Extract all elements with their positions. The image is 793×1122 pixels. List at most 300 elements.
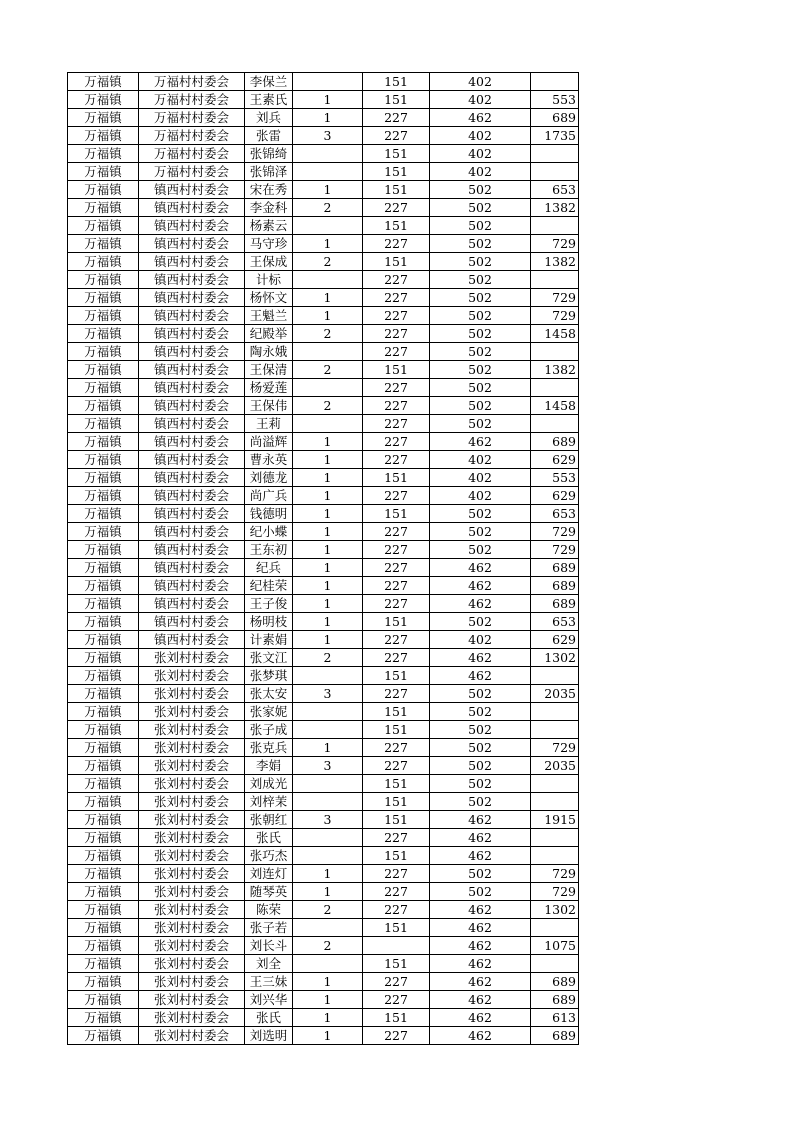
village-cell: 镇西村村委会	[139, 613, 245, 631]
name-cell: 张子成	[245, 721, 293, 739]
village-cell: 张刘村村委会	[139, 739, 245, 757]
value-b-cell: 462	[430, 955, 531, 973]
name-cell: 马守珍	[245, 235, 293, 253]
data-table	[67, 72, 579, 1045]
table-row	[68, 415, 579, 433]
town-cell: 万福镇	[68, 199, 139, 217]
town-cell: 万福镇	[68, 685, 139, 703]
count-cell	[293, 271, 363, 289]
value-b-cell: 462	[430, 1027, 531, 1045]
name-cell: 王魁兰	[245, 307, 293, 325]
value-a-cell: 227	[363, 829, 430, 847]
value-b-cell: 402	[430, 127, 531, 145]
value-a-cell: 227	[363, 595, 430, 613]
table-row	[68, 217, 579, 235]
name-cell: 刘成光	[245, 775, 293, 793]
value-a-cell: 227	[363, 559, 430, 577]
town-cell: 万福镇	[68, 883, 139, 901]
name-cell: 刘长斗	[245, 937, 293, 955]
count-cell: 1	[293, 469, 363, 487]
value-b-cell: 402	[430, 73, 531, 91]
count-cell	[293, 667, 363, 685]
town-cell: 万福镇	[68, 919, 139, 937]
value-a-cell: 227	[363, 271, 430, 289]
name-cell: 张巧杰	[245, 847, 293, 865]
count-cell: 2	[293, 937, 363, 955]
village-cell: 万福村村委会	[139, 127, 245, 145]
village-cell: 镇西村村委会	[139, 577, 245, 595]
count-cell	[293, 919, 363, 937]
total-cell	[531, 415, 579, 433]
value-a-cell: 151	[363, 847, 430, 865]
count-cell: 1	[293, 307, 363, 325]
village-cell: 张刘村村委会	[139, 865, 245, 883]
town-cell: 万福镇	[68, 253, 139, 271]
name-cell: 张氏	[245, 1009, 293, 1027]
value-b-cell: 462	[430, 973, 531, 991]
value-b-cell: 502	[430, 343, 531, 361]
value-a-cell: 227	[363, 523, 430, 541]
total-cell	[531, 793, 579, 811]
value-a-cell: 227	[363, 739, 430, 757]
village-cell: 镇西村村委会	[139, 559, 245, 577]
count-cell: 1	[293, 487, 363, 505]
table-row	[68, 793, 579, 811]
town-cell: 万福镇	[68, 127, 139, 145]
village-cell: 镇西村村委会	[139, 505, 245, 523]
village-cell: 镇西村村委会	[139, 343, 245, 361]
name-cell: 张梦琪	[245, 667, 293, 685]
table-row	[68, 361, 579, 379]
value-a-cell: 227	[363, 451, 430, 469]
village-cell: 镇西村村委会	[139, 235, 245, 253]
table-row	[68, 397, 579, 415]
village-cell: 张刘村村委会	[139, 793, 245, 811]
town-cell: 万福镇	[68, 523, 139, 541]
village-cell: 张刘村村委会	[139, 829, 245, 847]
table-row	[68, 343, 579, 361]
village-cell: 镇西村村委会	[139, 361, 245, 379]
value-b-cell: 502	[430, 775, 531, 793]
total-cell	[531, 217, 579, 235]
village-cell: 张刘村村委会	[139, 667, 245, 685]
town-cell: 万福镇	[68, 865, 139, 883]
name-cell: 刘兴华	[245, 991, 293, 1009]
total-cell: 729	[531, 523, 579, 541]
count-cell: 1	[293, 865, 363, 883]
town-cell: 万福镇	[68, 973, 139, 991]
town-cell: 万福镇	[68, 163, 139, 181]
name-cell: 宋在秀	[245, 181, 293, 199]
town-cell: 万福镇	[68, 739, 139, 757]
village-cell: 万福村村委会	[139, 73, 245, 91]
town-cell: 万福镇	[68, 793, 139, 811]
table-row	[68, 757, 579, 775]
village-cell: 镇西村村委会	[139, 469, 245, 487]
count-cell: 1	[293, 577, 363, 595]
town-cell: 万福镇	[68, 289, 139, 307]
table-row	[68, 379, 579, 397]
value-b-cell: 402	[430, 163, 531, 181]
village-cell: 张刘村村委会	[139, 649, 245, 667]
value-b-cell: 462	[430, 667, 531, 685]
value-a-cell: 151	[363, 73, 430, 91]
table-row	[68, 127, 579, 145]
table-row	[68, 937, 579, 955]
table-row	[68, 163, 579, 181]
name-cell: 张文江	[245, 649, 293, 667]
village-cell: 张刘村村委会	[139, 775, 245, 793]
value-a-cell: 227	[363, 631, 430, 649]
count-cell	[293, 775, 363, 793]
count-cell: 2	[293, 397, 363, 415]
value-a-cell: 151	[363, 613, 430, 631]
count-cell: 3	[293, 757, 363, 775]
village-cell: 镇西村村委会	[139, 181, 245, 199]
value-b-cell: 502	[430, 199, 531, 217]
village-cell: 万福村村委会	[139, 163, 245, 181]
value-a-cell: 227	[363, 865, 430, 883]
value-a-cell: 227	[363, 991, 430, 1009]
name-cell: 钱德明	[245, 505, 293, 523]
total-cell	[531, 775, 579, 793]
value-a-cell: 227	[363, 235, 430, 253]
count-cell: 2	[293, 199, 363, 217]
name-cell: 王保清	[245, 361, 293, 379]
value-b-cell: 502	[430, 397, 531, 415]
village-cell: 镇西村村委会	[139, 325, 245, 343]
count-cell: 1	[293, 739, 363, 757]
total-cell: 553	[531, 91, 579, 109]
total-cell: 689	[531, 559, 579, 577]
value-b-cell: 502	[430, 703, 531, 721]
total-cell: 613	[531, 1009, 579, 1027]
table-row	[68, 775, 579, 793]
value-a-cell: 227	[363, 289, 430, 307]
town-cell: 万福镇	[68, 937, 139, 955]
total-cell: 1302	[531, 901, 579, 919]
count-cell: 1	[293, 505, 363, 523]
village-cell: 张刘村村委会	[139, 919, 245, 937]
table-row	[68, 613, 579, 631]
total-cell	[531, 343, 579, 361]
table-row	[68, 199, 579, 217]
total-cell: 1458	[531, 397, 579, 415]
name-cell: 曹永英	[245, 451, 293, 469]
count-cell: 1	[293, 91, 363, 109]
table-row	[68, 181, 579, 199]
name-cell: 李保兰	[245, 73, 293, 91]
name-cell: 随琴英	[245, 883, 293, 901]
town-cell: 万福镇	[68, 451, 139, 469]
count-cell: 1	[293, 559, 363, 577]
total-cell: 629	[531, 487, 579, 505]
value-a-cell: 227	[363, 397, 430, 415]
total-cell: 729	[531, 235, 579, 253]
count-cell: 3	[293, 127, 363, 145]
village-cell: 镇西村村委会	[139, 451, 245, 469]
name-cell: 尚广兵	[245, 487, 293, 505]
name-cell: 刘选明	[245, 1027, 293, 1045]
town-cell: 万福镇	[68, 343, 139, 361]
name-cell: 计素娟	[245, 631, 293, 649]
value-a-cell: 151	[363, 811, 430, 829]
total-cell: 553	[531, 469, 579, 487]
value-b-cell: 502	[430, 235, 531, 253]
name-cell: 纪兵	[245, 559, 293, 577]
count-cell: 2	[293, 325, 363, 343]
town-cell: 万福镇	[68, 631, 139, 649]
name-cell: 张雷	[245, 127, 293, 145]
town-cell: 万福镇	[68, 991, 139, 1009]
table-row	[68, 487, 579, 505]
total-cell: 689	[531, 109, 579, 127]
town-cell: 万福镇	[68, 541, 139, 559]
name-cell: 计标	[245, 271, 293, 289]
village-cell: 张刘村村委会	[139, 685, 245, 703]
count-cell: 2	[293, 649, 363, 667]
value-a-cell: 227	[363, 199, 430, 217]
town-cell: 万福镇	[68, 775, 139, 793]
value-a-cell: 151	[363, 721, 430, 739]
count-cell: 1	[293, 595, 363, 613]
count-cell	[293, 343, 363, 361]
value-a-cell: 151	[363, 505, 430, 523]
value-a-cell: 151	[363, 181, 430, 199]
table-row	[68, 1027, 579, 1045]
total-cell: 729	[531, 865, 579, 883]
value-b-cell: 462	[430, 649, 531, 667]
town-cell: 万福镇	[68, 757, 139, 775]
value-a-cell: 227	[363, 883, 430, 901]
village-cell: 镇西村村委会	[139, 631, 245, 649]
value-a-cell: 151	[363, 163, 430, 181]
total-cell: 1302	[531, 649, 579, 667]
count-cell	[293, 847, 363, 865]
total-cell: 1458	[531, 325, 579, 343]
count-cell: 1	[293, 973, 363, 991]
total-cell: 729	[531, 883, 579, 901]
name-cell: 纪桂荣	[245, 577, 293, 595]
table-row	[68, 523, 579, 541]
value-b-cell: 502	[430, 793, 531, 811]
value-a-cell: 151	[363, 955, 430, 973]
name-cell: 李娟	[245, 757, 293, 775]
total-cell: 1382	[531, 361, 579, 379]
town-cell: 万福镇	[68, 649, 139, 667]
table-row	[68, 235, 579, 253]
town-cell: 万福镇	[68, 91, 139, 109]
name-cell: 陶永娥	[245, 343, 293, 361]
value-a-cell: 151	[363, 1009, 430, 1027]
total-cell: 689	[531, 1027, 579, 1045]
total-cell	[531, 829, 579, 847]
total-cell	[531, 721, 579, 739]
value-a-cell: 151	[363, 775, 430, 793]
count-cell: 1	[293, 1009, 363, 1027]
table-row	[68, 829, 579, 847]
value-b-cell: 462	[430, 937, 531, 955]
total-cell	[531, 163, 579, 181]
value-b-cell: 502	[430, 613, 531, 631]
town-cell: 万福镇	[68, 361, 139, 379]
value-b-cell: 502	[430, 523, 531, 541]
town-cell: 万福镇	[68, 145, 139, 163]
value-a-cell: 227	[363, 433, 430, 451]
table-row	[68, 1009, 579, 1027]
count-cell	[293, 721, 363, 739]
value-b-cell: 462	[430, 109, 531, 127]
village-cell: 张刘村村委会	[139, 937, 245, 955]
value-b-cell: 502	[430, 541, 531, 559]
name-cell: 刘德龙	[245, 469, 293, 487]
total-cell	[531, 703, 579, 721]
value-b-cell: 462	[430, 433, 531, 451]
value-b-cell: 462	[430, 919, 531, 937]
town-cell: 万福镇	[68, 901, 139, 919]
name-cell: 刘全	[245, 955, 293, 973]
village-cell: 万福村村委会	[139, 109, 245, 127]
town-cell: 万福镇	[68, 667, 139, 685]
value-a-cell: 151	[363, 919, 430, 937]
town-cell: 万福镇	[68, 487, 139, 505]
count-cell: 1	[293, 883, 363, 901]
total-cell: 629	[531, 451, 579, 469]
value-b-cell: 502	[430, 253, 531, 271]
total-cell	[531, 667, 579, 685]
value-b-cell: 502	[430, 325, 531, 343]
value-a-cell: 227	[363, 109, 430, 127]
town-cell: 万福镇	[68, 217, 139, 235]
count-cell	[293, 145, 363, 163]
village-cell: 万福村村委会	[139, 91, 245, 109]
table-row	[68, 703, 579, 721]
value-a-cell: 151	[363, 703, 430, 721]
name-cell: 刘梓茉	[245, 793, 293, 811]
value-a-cell: 227	[363, 379, 430, 397]
village-cell: 张刘村村委会	[139, 1009, 245, 1027]
table-row	[68, 253, 579, 271]
total-cell	[531, 73, 579, 91]
table-row	[68, 631, 579, 649]
table-row	[68, 307, 579, 325]
name-cell: 张子若	[245, 919, 293, 937]
town-cell: 万福镇	[68, 469, 139, 487]
count-cell: 1	[293, 541, 363, 559]
value-a-cell: 227	[363, 757, 430, 775]
table-row	[68, 433, 579, 451]
town-cell: 万福镇	[68, 109, 139, 127]
village-cell: 张刘村村委会	[139, 1027, 245, 1045]
total-cell: 689	[531, 577, 579, 595]
value-a-cell: 151	[363, 667, 430, 685]
village-cell: 镇西村村委会	[139, 271, 245, 289]
total-cell: 689	[531, 595, 579, 613]
table-row	[68, 145, 579, 163]
count-cell: 1	[293, 1027, 363, 1045]
name-cell: 王莉	[245, 415, 293, 433]
table-row	[68, 649, 579, 667]
count-cell: 2	[293, 253, 363, 271]
name-cell: 陈荣	[245, 901, 293, 919]
name-cell: 纪小蝶	[245, 523, 293, 541]
table-row	[68, 955, 579, 973]
total-cell: 2035	[531, 685, 579, 703]
village-cell: 万福村村委会	[139, 145, 245, 163]
total-cell: 1075	[531, 937, 579, 955]
name-cell: 尚溢辉	[245, 433, 293, 451]
count-cell	[293, 73, 363, 91]
village-cell: 镇西村村委会	[139, 541, 245, 559]
value-b-cell: 402	[430, 145, 531, 163]
name-cell: 纪殿举	[245, 325, 293, 343]
village-cell: 张刘村村委会	[139, 811, 245, 829]
value-a-cell: 227	[363, 487, 430, 505]
name-cell: 王保伟	[245, 397, 293, 415]
name-cell: 杨明枝	[245, 613, 293, 631]
table-row	[68, 739, 579, 757]
town-cell: 万福镇	[68, 1009, 139, 1027]
total-cell: 2035	[531, 757, 579, 775]
count-cell: 1	[293, 451, 363, 469]
total-cell	[531, 145, 579, 163]
value-b-cell: 402	[430, 469, 531, 487]
town-cell: 万福镇	[68, 613, 139, 631]
village-cell: 镇西村村委会	[139, 289, 245, 307]
table-row	[68, 595, 579, 613]
value-a-cell: 227	[363, 1027, 430, 1045]
value-b-cell: 402	[430, 451, 531, 469]
total-cell	[531, 955, 579, 973]
count-cell	[293, 415, 363, 433]
name-cell: 张锦绮	[245, 145, 293, 163]
value-b-cell: 502	[430, 307, 531, 325]
value-a-cell: 227	[363, 307, 430, 325]
total-cell	[531, 379, 579, 397]
value-a-cell: 151	[363, 361, 430, 379]
village-cell: 镇西村村委会	[139, 253, 245, 271]
village-cell: 张刘村村委会	[139, 991, 245, 1009]
value-b-cell: 462	[430, 991, 531, 1009]
name-cell: 王子俊	[245, 595, 293, 613]
name-cell: 刘兵	[245, 109, 293, 127]
table-row	[68, 667, 579, 685]
count-cell	[293, 703, 363, 721]
count-cell: 3	[293, 685, 363, 703]
table-row	[68, 109, 579, 127]
value-b-cell: 462	[430, 811, 531, 829]
total-cell: 729	[531, 307, 579, 325]
value-b-cell: 462	[430, 595, 531, 613]
count-cell: 1	[293, 235, 363, 253]
value-a-cell: 227	[363, 577, 430, 595]
value-a-cell: 227	[363, 127, 430, 145]
name-cell: 张氏	[245, 829, 293, 847]
value-a-cell: 227	[363, 325, 430, 343]
count-cell: 2	[293, 361, 363, 379]
name-cell: 张朝红	[245, 811, 293, 829]
table-row	[68, 901, 579, 919]
town-cell: 万福镇	[68, 505, 139, 523]
table-row	[68, 289, 579, 307]
village-cell: 张刘村村委会	[139, 955, 245, 973]
count-cell: 1	[293, 433, 363, 451]
value-b-cell: 502	[430, 181, 531, 199]
value-b-cell: 502	[430, 415, 531, 433]
table-row	[68, 577, 579, 595]
village-cell: 张刘村村委会	[139, 973, 245, 991]
name-cell: 张家妮	[245, 703, 293, 721]
